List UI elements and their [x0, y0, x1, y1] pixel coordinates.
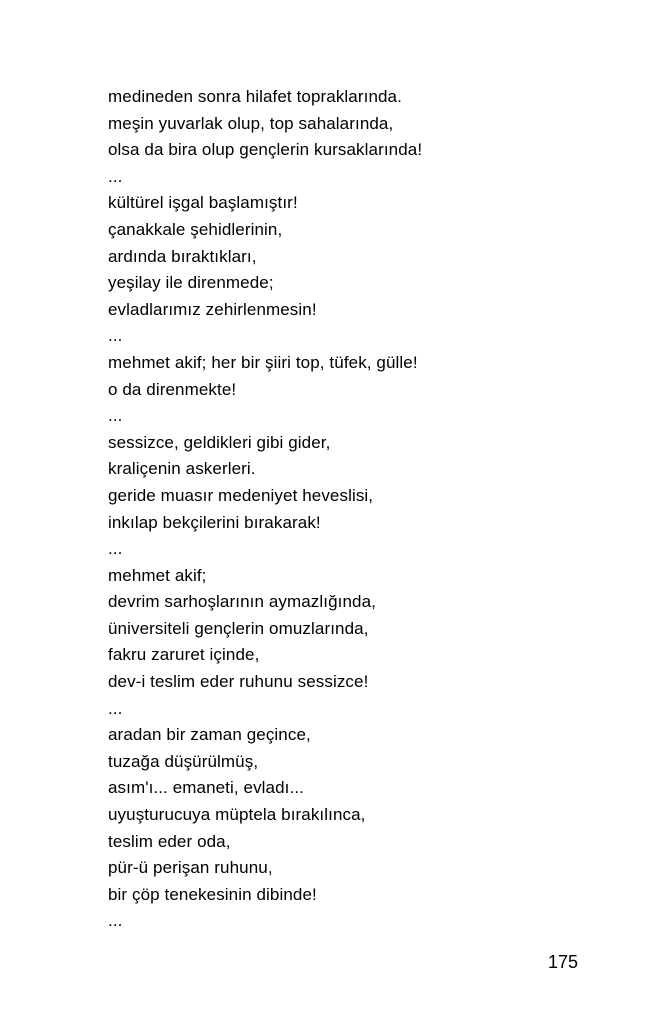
- poem-line: o da direnmekte!: [108, 379, 237, 399]
- page-number: 175: [548, 952, 579, 972]
- poem-line: çanakkale şehidlerinin,: [108, 219, 283, 239]
- poem-line: geride muasır medeniyet heveslisi,: [108, 485, 374, 505]
- poem-line: ...: [108, 166, 123, 186]
- poem-line: olsa da bira olup gençlerin kursaklarında!: [108, 140, 423, 160]
- poem-line: ...: [108, 326, 123, 346]
- poem-line: devrim sarhoşlarının aymazlığında,: [108, 592, 376, 612]
- poem-line: uyuşturucuya müptela bırakılınca,: [108, 805, 366, 825]
- poem-line: pür-ü perişan ruhunu,: [108, 858, 273, 878]
- poem-line: mehmet akif; her bir şiiri top, tüfek, gülle!: [108, 352, 418, 372]
- poem-line: ...: [108, 406, 123, 426]
- poem-line: aradan bir zaman geçince,: [108, 725, 311, 745]
- poem-line: tuzağa düşürülmüş,: [108, 751, 259, 771]
- poem-line: yeşilay ile direnmede;: [108, 273, 274, 293]
- poem-line: mehmet akif;: [108, 565, 207, 585]
- poem-text: [108, 84, 422, 935]
- poem-line: bir çöp tenekesinin dibinde!: [108, 884, 317, 904]
- poem-line: ...: [108, 539, 123, 559]
- poem-line: ...: [108, 698, 123, 718]
- poem-line: meşin yuvarlak olup, top sahalarında,: [108, 113, 394, 133]
- poem-line: asım'ı... emaneti, evladı...: [108, 778, 304, 798]
- poem-line: ardında bıraktıkları,: [108, 246, 257, 266]
- poem-line: fakru zaruret içinde,: [108, 645, 260, 665]
- poem-line: medineden sonra hilafet topraklarında.: [108, 87, 402, 106]
- poem-line: ...: [108, 911, 123, 931]
- poem-line: evladlarımız zehirlenmesin!: [108, 299, 317, 319]
- poem-line: dev-i teslim eder ruhunu sessizce!: [108, 672, 369, 692]
- poem-line: teslim eder oda,: [108, 831, 231, 851]
- poem-line: üniversiteli gençlerin omuzlarında,: [108, 618, 369, 638]
- poem-line: inkılap bekçilerini bırakarak!: [108, 512, 321, 532]
- poem-line: sessizce, geldikleri gibi gider,: [108, 432, 331, 452]
- poem-line: kültürel işgal başlamıştır!: [108, 193, 298, 213]
- poem-line: kraliçenin askerleri.: [108, 459, 256, 479]
